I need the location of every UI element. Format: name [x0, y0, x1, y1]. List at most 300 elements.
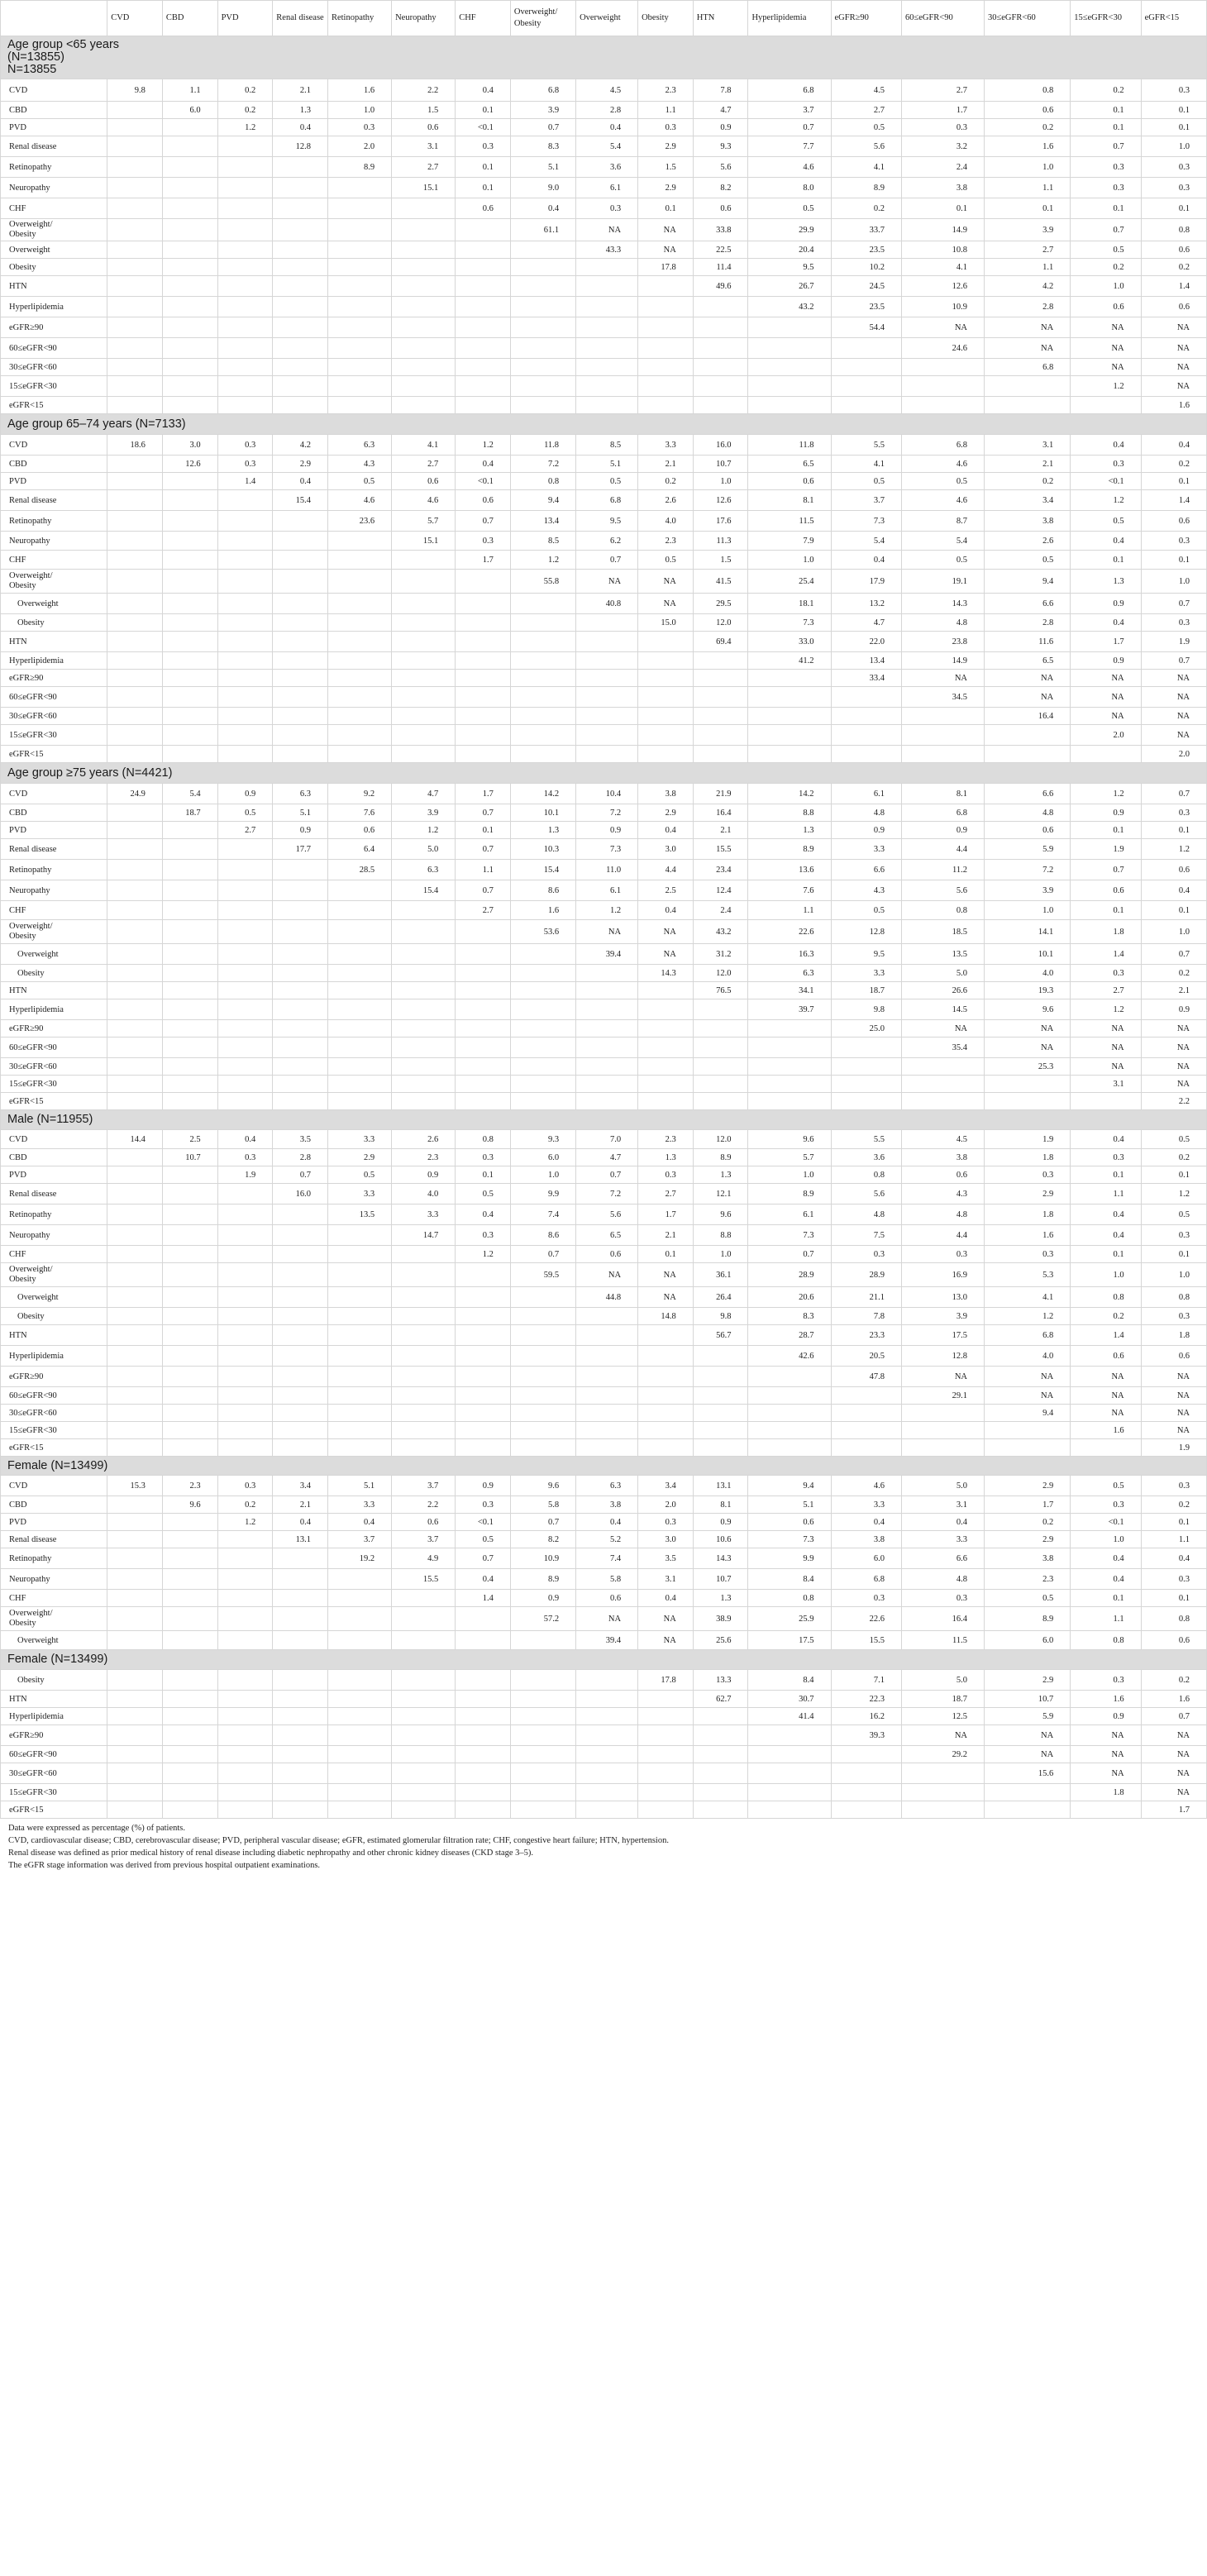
table-row: [1, 1496, 1207, 1514]
table-cell: [510, 652, 575, 670]
table-row: [1, 1422, 1207, 1439]
table-cell: NA: [901, 1725, 984, 1746]
table-cell: 10.4: [576, 784, 638, 804]
table-cell: [456, 965, 511, 982]
table-cell: [392, 276, 456, 297]
table-cell: [107, 999, 163, 1020]
table-cell: 0.1: [1141, 822, 1206, 839]
table-cell: 0.3: [456, 1225, 511, 1246]
table-cell: 12.5: [901, 1708, 984, 1725]
table-cell: [217, 1093, 273, 1110]
table-row: [1, 338, 1207, 359]
table-cell: [510, 965, 575, 982]
table-cell: 0.3: [217, 435, 273, 456]
table-cell: 4.3: [901, 1184, 984, 1205]
row-label: 15≤eGFR<30: [1, 376, 107, 397]
table-body: [1, 36, 1207, 1819]
table-cell: [456, 276, 511, 297]
table-cell: NA: [901, 670, 984, 687]
table-cell: [107, 1093, 163, 1110]
table-cell: [638, 1763, 694, 1784]
table-cell: [901, 1093, 984, 1110]
row-label: 60≤eGFR<90: [1, 1746, 107, 1763]
table-cell: 29.1: [901, 1387, 984, 1405]
table-cell: 4.8: [831, 1205, 901, 1225]
table-cell: NA: [1071, 1038, 1141, 1058]
table-cell: [107, 1367, 163, 1387]
table-cell: 1.2: [392, 822, 456, 839]
table-cell: [456, 219, 511, 241]
table-cell: 25.3: [984, 1058, 1070, 1076]
table-row: [1, 532, 1207, 551]
table-cell: 8.1: [748, 490, 831, 511]
table-cell: 11.3: [693, 532, 748, 551]
table-cell: [392, 1387, 456, 1405]
table-cell: 13.2: [831, 594, 901, 614]
table-cell: 3.7: [392, 1531, 456, 1548]
column-header: PVD: [217, 1, 273, 36]
table-cell: [107, 1346, 163, 1367]
table-cell: 7.8: [693, 79, 748, 102]
table-cell: [693, 1058, 748, 1076]
table-cell: NA: [1141, 1763, 1206, 1784]
table-cell: [576, 1691, 638, 1708]
table-cell: [327, 1569, 391, 1590]
table-cell: 2.9: [638, 804, 694, 822]
table-cell: 1.2: [1071, 999, 1141, 1020]
table-row: [1, 1784, 1207, 1801]
table-cell: 4.5: [831, 79, 901, 102]
table-cell: [392, 901, 456, 920]
table-cell: [456, 259, 511, 276]
table-cell: [217, 219, 273, 241]
table-cell: 0.3: [456, 1496, 511, 1514]
table-cell: NA: [1141, 1020, 1206, 1038]
table-cell: NA: [1141, 1405, 1206, 1422]
table-cell: [901, 746, 984, 763]
table-cell: 3.3: [831, 1496, 901, 1514]
table-cell: 2.3: [638, 1130, 694, 1149]
table-cell: [510, 1422, 575, 1439]
table-cell: [162, 670, 217, 687]
table-cell: [162, 725, 217, 746]
table-row: [1, 725, 1207, 746]
table-cell: [693, 1763, 748, 1784]
row-label: Renal disease: [1, 136, 107, 157]
table-cell: [217, 746, 273, 763]
row-label: eGFR≥90: [1, 1367, 107, 1387]
table-cell: [638, 1387, 694, 1405]
table-cell: [638, 1405, 694, 1422]
row-label: 30≤eGFR<60: [1, 1058, 107, 1076]
table-cell: 23.3: [831, 1325, 901, 1346]
row-label: 15≤eGFR<30: [1, 1422, 107, 1439]
table-cell: [273, 219, 328, 241]
row-label: Hyperlipidemia: [1, 297, 107, 317]
group-title: Female (N=13499): [1, 1457, 1207, 1476]
table-cell: 0.6: [456, 490, 511, 511]
table-row: [1, 551, 1207, 570]
table-row: [1, 614, 1207, 632]
table-cell: [984, 1076, 1070, 1093]
table-cell: [327, 338, 391, 359]
table-cell: 55.8: [510, 570, 575, 594]
table-cell: 10.9: [510, 1548, 575, 1569]
table-cell: 15.1: [392, 532, 456, 551]
table-cell: 0.4: [456, 79, 511, 102]
table-cell: 0.7: [1071, 219, 1141, 241]
table-cell: 44.8: [576, 1287, 638, 1308]
table-cell: [162, 1784, 217, 1801]
table-cell: 7.2: [984, 860, 1070, 880]
table-cell: 12.4: [693, 880, 748, 901]
table-cell: 1.5: [392, 102, 456, 119]
table-cell: [273, 614, 328, 632]
table-cell: 0.8: [1071, 1287, 1141, 1308]
table-cell: 56.7: [693, 1325, 748, 1346]
table-cell: [831, 1763, 901, 1784]
table-cell: 0.3: [638, 1514, 694, 1531]
table-cell: 2.7: [1071, 982, 1141, 999]
group-header-row: [1, 1110, 1207, 1130]
column-header: eGFR≥90: [831, 1, 901, 36]
table-cell: [392, 920, 456, 944]
table-cell: 1.2: [1071, 490, 1141, 511]
row-label: eGFR≥90: [1, 317, 107, 338]
table-cell: [392, 1763, 456, 1784]
table-cell: [901, 1439, 984, 1457]
table-row: [1, 880, 1207, 901]
table-cell: 40.8: [576, 594, 638, 614]
row-label: Obesity: [1, 259, 107, 276]
table-cell: 6.8: [984, 1325, 1070, 1346]
table-cell: 22.0: [831, 632, 901, 652]
table-cell: 9.5: [748, 259, 831, 276]
table-cell: [217, 1746, 273, 1763]
table-row: [1, 708, 1207, 725]
table-cell: 0.5: [1071, 1476, 1141, 1496]
table-cell: [217, 317, 273, 338]
table-cell: [217, 1631, 273, 1650]
table-cell: NA: [638, 1607, 694, 1631]
table-cell: [217, 1076, 273, 1093]
row-label: Obesity: [1, 1308, 107, 1325]
table-cell: 1.1: [1071, 1607, 1141, 1631]
table-cell: 0.2: [984, 119, 1070, 136]
table-row: [1, 435, 1207, 456]
table-cell: 1.2: [456, 435, 511, 456]
table-cell: [638, 1325, 694, 1346]
table-cell: 2.7: [392, 456, 456, 473]
table-cell: [510, 1725, 575, 1746]
table-cell: [510, 1325, 575, 1346]
row-label: HTN: [1, 1325, 107, 1346]
group-title: Age group <65 years (N=13855) N=13855: [1, 36, 1207, 79]
table-cell: 14.2: [748, 784, 831, 804]
table-cell: 2.8: [273, 1149, 328, 1166]
table-cell: 6.8: [984, 359, 1070, 376]
table-cell: [217, 1205, 273, 1225]
table-cell: 1.2: [1141, 1184, 1206, 1205]
table-cell: [392, 982, 456, 999]
table-cell: 14.7: [392, 1225, 456, 1246]
column-header: CVD: [107, 1, 163, 36]
table-cell: 33.0: [748, 632, 831, 652]
table-cell: [327, 1093, 391, 1110]
table-cell: 0.4: [638, 822, 694, 839]
table-cell: 0.6: [327, 822, 391, 839]
table-cell: 39.4: [576, 1631, 638, 1650]
table-cell: [456, 570, 511, 594]
table-cell: 5.9: [984, 1708, 1070, 1725]
table-cell: <0.1: [1071, 473, 1141, 490]
table-cell: [638, 338, 694, 359]
table-cell: [510, 1346, 575, 1367]
table-cell: 0.6: [1141, 297, 1206, 317]
table-cell: 0.4: [456, 1569, 511, 1590]
table-cell: NA: [901, 317, 984, 338]
table-cell: 0.9: [273, 822, 328, 839]
table-cell: [273, 1801, 328, 1819]
table-cell: [327, 1725, 391, 1746]
table-cell: 4.6: [901, 456, 984, 473]
row-label: eGFR<15: [1, 1801, 107, 1819]
table-cell: 5.6: [831, 1184, 901, 1205]
table-cell: [217, 1405, 273, 1422]
row-label: PVD: [1, 119, 107, 136]
table-cell: [693, 1367, 748, 1387]
table-cell: [510, 1038, 575, 1058]
table-cell: [327, 1225, 391, 1246]
table-cell: [327, 594, 391, 614]
table-cell: 18.1: [748, 594, 831, 614]
table-cell: 0.3: [456, 136, 511, 157]
table-cell: 12.6: [162, 456, 217, 473]
table-row: [1, 1130, 1207, 1149]
row-label: CHF: [1, 1590, 107, 1607]
column-header: Overweight: [576, 1, 638, 36]
table-cell: [748, 1784, 831, 1801]
table-cell: [217, 198, 273, 219]
table-cell: [831, 1058, 901, 1076]
table-cell: 1.3: [693, 1590, 748, 1607]
table-cell: 9.5: [576, 511, 638, 532]
table-cell: [327, 376, 391, 397]
table-cell: [273, 178, 328, 198]
table-cell: [510, 1367, 575, 1387]
table-cell: 1.6: [510, 901, 575, 920]
table-cell: [327, 1246, 391, 1263]
table-cell: 0.3: [1141, 1308, 1206, 1325]
table-cell: 2.6: [392, 1130, 456, 1149]
table-cell: NA: [638, 219, 694, 241]
table-cell: [638, 1367, 694, 1387]
table-cell: 1.1: [1071, 1184, 1141, 1205]
table-cell: 4.6: [392, 490, 456, 511]
table-cell: 22.6: [748, 920, 831, 944]
table-cell: 5.7: [392, 511, 456, 532]
table-cell: [901, 376, 984, 397]
table-row: [1, 965, 1207, 982]
table-cell: [162, 1166, 217, 1184]
table-cell: 1.2: [510, 551, 575, 570]
table-cell: [510, 982, 575, 999]
table-cell: [831, 397, 901, 414]
table-cell: 11.8: [510, 435, 575, 456]
table-cell: 1.0: [1141, 570, 1206, 594]
table-cell: [576, 1439, 638, 1457]
table-cell: 3.8: [576, 1496, 638, 1514]
row-label: 15≤eGFR<30: [1, 1076, 107, 1093]
table-cell: NA: [1071, 670, 1141, 687]
table-cell: 0.3: [901, 1590, 984, 1607]
column-header: 60≤eGFR<90: [901, 1, 984, 36]
table-cell: [392, 259, 456, 276]
table-row: [1, 1093, 1207, 1110]
table-row: [1, 136, 1207, 157]
table-cell: 4.8: [901, 614, 984, 632]
table-cell: NA: [1071, 1367, 1141, 1387]
table-cell: [273, 1225, 328, 1246]
table-cell: [273, 297, 328, 317]
table-cell: [162, 982, 217, 999]
row-label: CHF: [1, 551, 107, 570]
table-cell: 39.4: [576, 944, 638, 965]
table-cell: [510, 338, 575, 359]
table-cell: 1.7: [984, 1496, 1070, 1514]
table-cell: [273, 1670, 328, 1691]
row-label: Neuropathy: [1, 532, 107, 551]
table-cell: [456, 1346, 511, 1367]
table-cell: 1.2: [217, 1514, 273, 1531]
table-cell: 5.0: [901, 1670, 984, 1691]
table-header-row: [1, 1, 1207, 36]
table-cell: 36.1: [693, 1263, 748, 1287]
table-cell: 4.1: [901, 259, 984, 276]
table-cell: 0.5: [831, 901, 901, 920]
table-cell: 0.4: [1071, 614, 1141, 632]
table-cell: 4.1: [831, 157, 901, 178]
table-cell: 6.2: [576, 532, 638, 551]
table-cell: [748, 708, 831, 725]
table-cell: 0.6: [984, 822, 1070, 839]
table-cell: 59.5: [510, 1263, 575, 1287]
table-cell: 1.3: [748, 822, 831, 839]
table-cell: 12.8: [901, 1346, 984, 1367]
table-cell: [217, 1287, 273, 1308]
table-cell: [327, 178, 391, 198]
table-cell: 18.7: [162, 804, 217, 822]
table-cell: 6.0: [984, 1631, 1070, 1650]
table-cell: [273, 376, 328, 397]
table-cell: [273, 746, 328, 763]
table-cell: [456, 999, 511, 1020]
column-header: 15≤eGFR<30: [1071, 1, 1141, 36]
table-cell: 3.5: [638, 1548, 694, 1569]
table-cell: 8.9: [327, 157, 391, 178]
table-cell: [107, 982, 163, 999]
table-cell: [162, 1531, 217, 1548]
table-cell: [273, 920, 328, 944]
table-cell: 0.9: [1071, 804, 1141, 822]
table-cell: NA: [1141, 725, 1206, 746]
table-cell: 1.3: [1071, 570, 1141, 594]
table-cell: 10.7: [693, 1569, 748, 1590]
table-cell: [273, 1784, 328, 1801]
table-row: [1, 920, 1207, 944]
column-header: Obesity: [638, 1, 694, 36]
table-cell: 16.4: [901, 1607, 984, 1631]
table-cell: 0.1: [456, 1166, 511, 1184]
table-cell: 4.9: [392, 1548, 456, 1569]
table-cell: [327, 259, 391, 276]
table-cell: 10.7: [162, 1149, 217, 1166]
table-row: [1, 1631, 1207, 1650]
table-cell: [392, 241, 456, 259]
table-cell: 7.8: [831, 1308, 901, 1325]
table-cell: 0.1: [456, 102, 511, 119]
table-cell: [107, 1746, 163, 1763]
table-row: [1, 1708, 1207, 1725]
table-cell: [273, 1020, 328, 1038]
table-cell: [327, 1076, 391, 1093]
table-cell: [576, 1708, 638, 1725]
table-cell: 2.1: [273, 79, 328, 102]
table-cell: NA: [1071, 1725, 1141, 1746]
table-cell: [107, 490, 163, 511]
table-cell: [327, 652, 391, 670]
row-label: CHF: [1, 901, 107, 920]
table-cell: 6.3: [576, 1476, 638, 1496]
table-cell: [901, 1422, 984, 1439]
table-cell: [392, 1439, 456, 1457]
table-cell: 8.9: [748, 1184, 831, 1205]
row-label: PVD: [1, 1166, 107, 1184]
table-cell: [510, 708, 575, 725]
table-cell: [273, 338, 328, 359]
table-row: [1, 1325, 1207, 1346]
table-cell: NA: [1141, 1367, 1206, 1387]
table-cell: [107, 359, 163, 376]
table-cell: [273, 982, 328, 999]
table-cell: [107, 1263, 163, 1287]
table-cell: [273, 276, 328, 297]
table-cell: 0.8: [901, 901, 984, 920]
table-cell: 3.8: [831, 1531, 901, 1548]
table-cell: [392, 376, 456, 397]
table-cell: [456, 1287, 511, 1308]
table-cell: [107, 397, 163, 414]
table-row: [1, 397, 1207, 414]
table-cell: 6.8: [510, 79, 575, 102]
column-header: Renal disease: [273, 1, 328, 36]
table-cell: 0.1: [456, 178, 511, 198]
table-cell: 9.9: [510, 1184, 575, 1205]
table-cell: [510, 1784, 575, 1801]
table-cell: [748, 670, 831, 687]
table-cell: 0.9: [693, 1514, 748, 1531]
table-cell: 6.8: [576, 490, 638, 511]
table-cell: [327, 670, 391, 687]
table-cell: 3.3: [831, 839, 901, 860]
table-cell: [327, 359, 391, 376]
table-cell: [327, 725, 391, 746]
table-cell: 7.2: [576, 1184, 638, 1205]
table-cell: 0.4: [1141, 880, 1206, 901]
table-cell: [217, 551, 273, 570]
table-cell: [392, 1093, 456, 1110]
table-cell: 16.4: [984, 708, 1070, 725]
